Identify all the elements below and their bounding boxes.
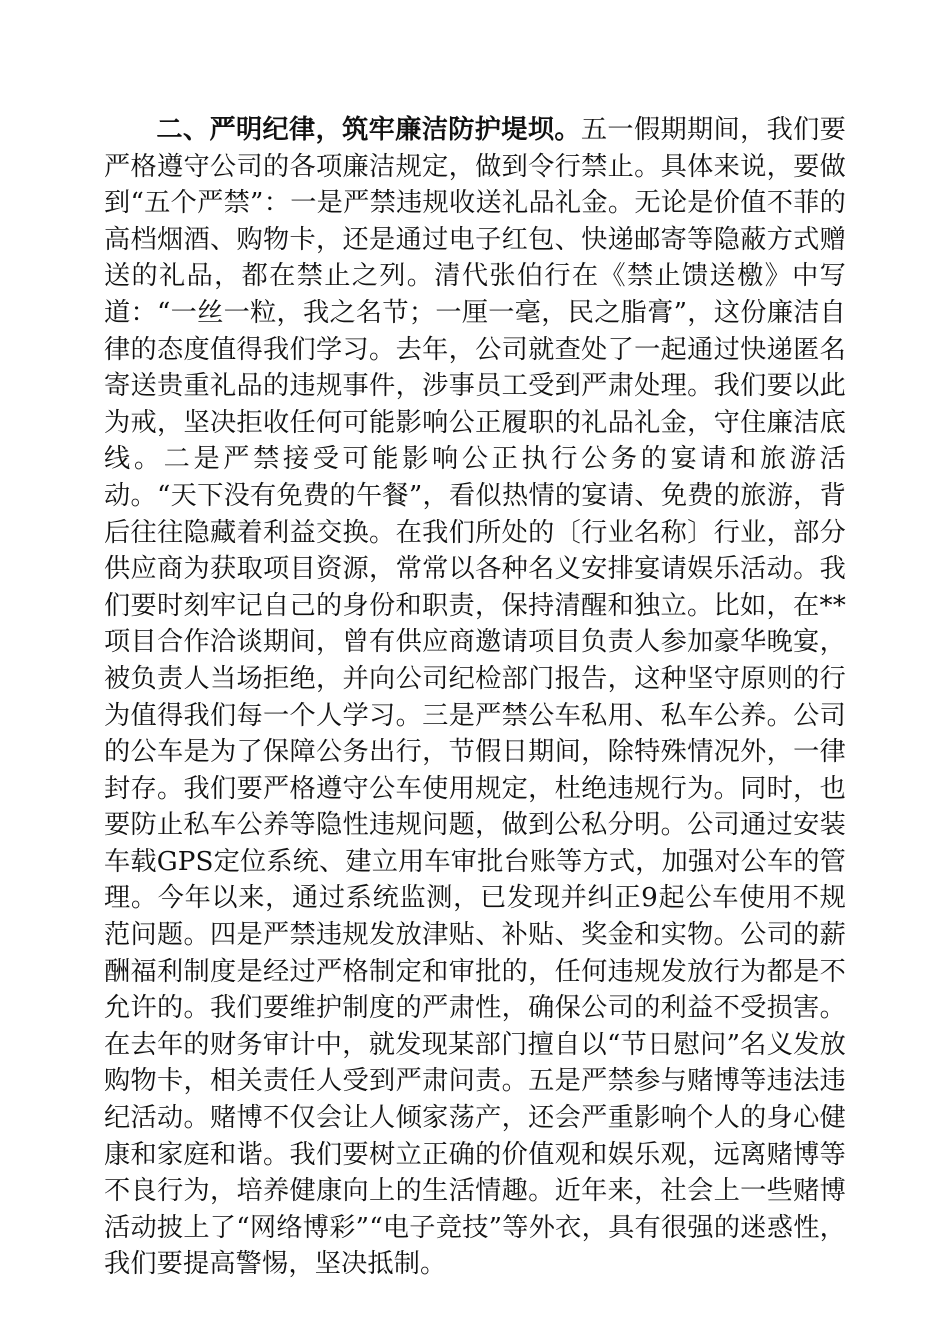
section-heading: 二、严明纪律，筑牢廉洁防护堤坝。	[156, 114, 581, 145]
paragraph-text: 五一假期期间，我们要严格遵守公司的各项廉洁规定，做到令行禁止。具体来说，要做到“五个严禁”：一是严禁违规收送礼品礼金。无论是价值不菲的高档烟酒、购物卡，还是通过电子红包、快递邮寄等隐蔽方式赠送的礼品，都在禁止之列。清代张伯行在《禁止馈送檄》中写道：“一丝一粒，我之名节；一厘一毫，民之脂膏”，这份廉洁自律的态度值得我们学习。去年，公司就查处了一起通过快递匿名寄送贵重礼品的违规事件，涉事员工受到严肃处理。我们要以此为戒，坚决拒收任何可能影响公正履职的礼品礼金，守住廉洁底线。二是严禁接受可能影响公正执行公务的宴请和旅游活动。“天下没有免费的午餐”，看似热情的宴请、免费的旅游，背后往往隐藏着利益交换。在我们所处的〔行业名称〕行业，部分供应商为获取项目资源，常常以各种名义安排宴请娱乐活动。我们要时刻牢记自己的身份和职责，保持清醒和独立。比如，在**项目合作洽谈期间，曾有供应商邀请项目负责人参加豪华晚宴，被负责人当场拒绝，并向公司纪检部门报告，这种坚守原则的行为值得我们每一个人学习。三是严禁公车私用、私车公养。公司的公车是为了保障公务出行，节假日期间，除特殊情况外，一律封存。我们要严格遵守公车使用规定，杜绝违规行为。同时，也要防止私车公养等隐性违规问题，做到公私分明。公司通过安装车载GPS定位系统、建立用车审批台账等方式，加强对公车的管理。今年以来，通过系统监测，已发现并纠正9起公车使用不规范问题。四是严禁违规发放津贴、补贴、奖金和实物。公司的薪酬福利制度是经过严格制定和审批的，任何违规发放行为都是不允许的。我们要维护制度的严肃性，确保公司的利益不受损害。在去年的财务审计中，就发现某部门擅自以“节日慰问”名义发放购物卡，相关责任人受到严肃问责。五是严禁参与赌博等违法违纪活动。赌博不仅会让人倾家荡产，还会严重影响个人的身心健康和家庭和谐。我们要树立正确的价值观和娱乐观，远离赌博等不良行为，培养健康向上的生活情趣。近年来，社会上一些赌博活动披上了“网络博彩”“电子竞技”等外衣，具有很强的迷惑性，我们要提高警惕，坚决抵制。	[104, 115, 847, 1280]
body-paragraph	[104, 112, 846, 1283]
